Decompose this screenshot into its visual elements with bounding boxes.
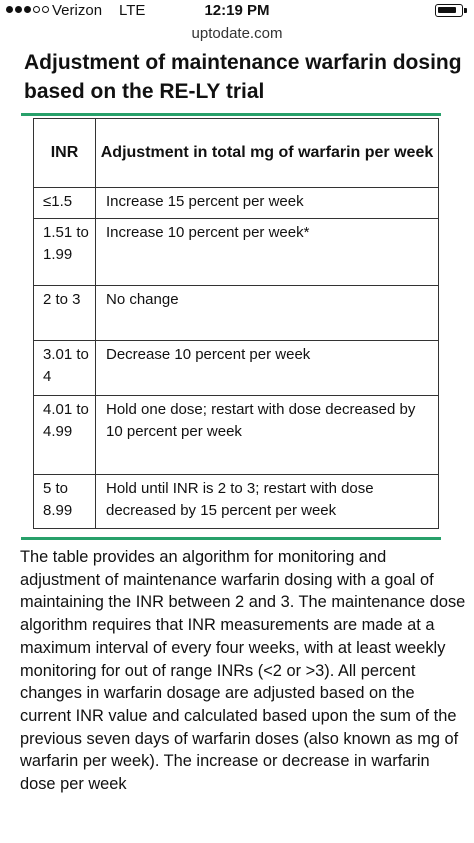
adjustment-cell: Increase 15 percent per week xyxy=(96,188,439,219)
table-row xyxy=(34,219,439,286)
inr-cell: 2 to 3 xyxy=(34,286,96,341)
table-description: The table provides an algorithm for monitoring and adjustment of maintenance warfarin dosing with a goal of maintaining the INR between 2 and 3. The maintenance dose algorithm requires that INR measurements are made at a maximum interval of every four weeks, with at least weekly monitoring for out of range INRs (<2 or >3). All percent changes in warfarin dosage are adjusted based on the current INR value and calculated based upon the sum of the previous seven days of warfarin doses (also known as mg of warfarin per week). The increase or decrease in warfarin dose per week xyxy=(20,548,466,794)
table-header-inr: INR xyxy=(34,119,96,188)
adjustment-cell: Hold until INR is 2 to 3; restart with dose decreased by 15 percent per week xyxy=(96,475,439,529)
inr-cell: 1.51 to 1.99 xyxy=(34,219,96,286)
table-row xyxy=(34,475,439,529)
table-row xyxy=(34,188,439,219)
table-row xyxy=(34,341,439,396)
status-bar xyxy=(0,0,474,22)
warfarin-dosing-table xyxy=(33,118,439,529)
url-bar[interactable]: uptodate.com xyxy=(191,25,283,42)
table-row xyxy=(34,286,439,341)
adjustment-cell: Hold one dose; restart with dose decreased by 10 percent per week xyxy=(96,396,439,475)
carrier-name: Verizon xyxy=(52,2,103,19)
battery-cap xyxy=(464,8,467,13)
adjustment-cell: Increase 10 percent per week* xyxy=(96,219,439,286)
adjustment-cell: No change xyxy=(96,286,439,341)
inr-cell: 5 to 8.99 xyxy=(34,475,96,529)
table-row xyxy=(34,396,439,475)
title-divider xyxy=(21,113,441,116)
table-header-adjustment: Adjustment in total mg of warfarin per week xyxy=(96,119,439,188)
network-type: LTE xyxy=(119,2,146,19)
status-time: 12:19 PM xyxy=(204,2,270,19)
page-title: Adjustment of maintenance warfarin dosing based on the RE-LY trial xyxy=(24,51,462,103)
battery-icon xyxy=(435,4,463,17)
inr-cell: ≤1.5 xyxy=(34,188,96,219)
adjustment-cell: Decrease 10 percent per week xyxy=(96,341,439,396)
inr-cell: 4.01 to 4.99 xyxy=(34,396,96,475)
inr-cell: 3.01 to 4 xyxy=(34,341,96,396)
table-bottom-divider xyxy=(21,537,441,540)
